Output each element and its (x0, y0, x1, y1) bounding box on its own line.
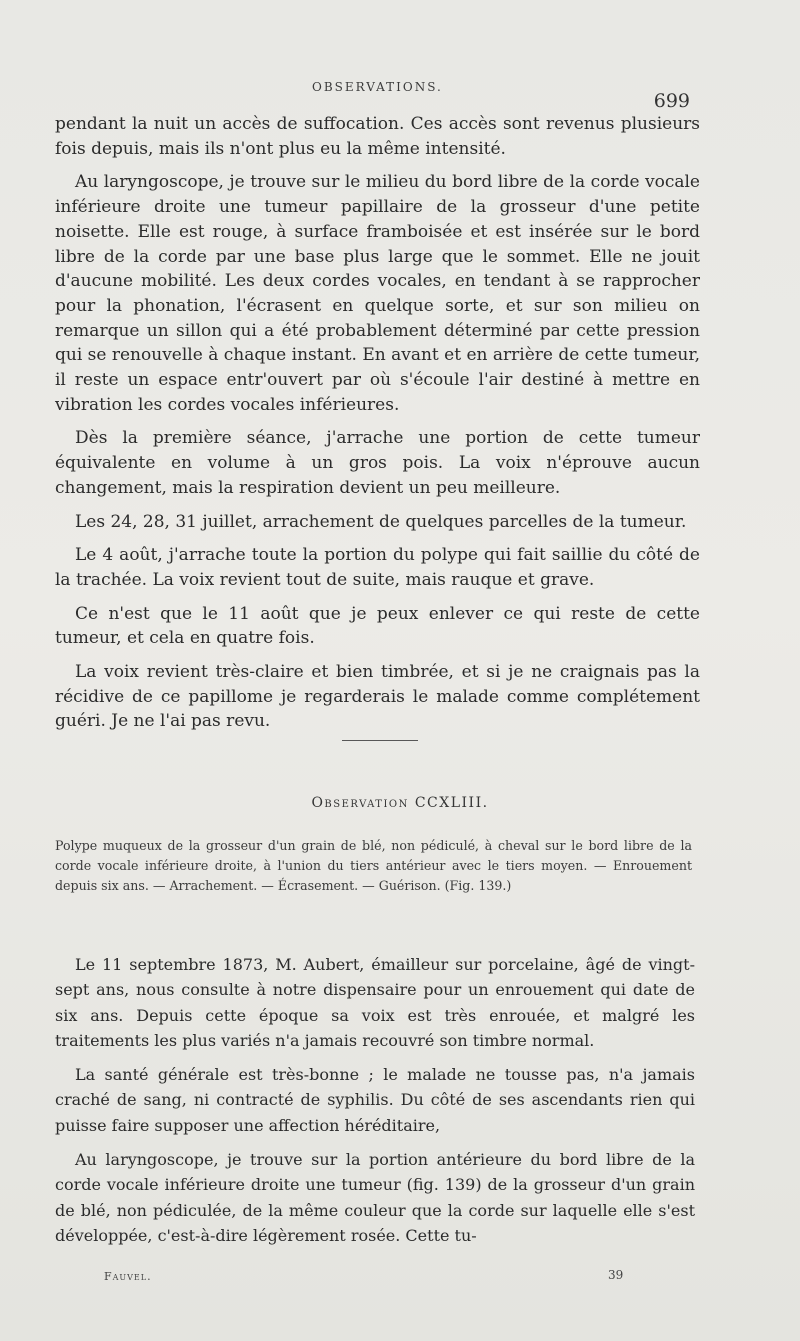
paragraph: La voix revient très-claire et bien timbrée, et si je ne craignais pas la récidive de ce papillome je regarderais le malade comme complétement guéri. Je ne l'ai pas revu. (55, 662, 700, 732)
continued-observation-text (55, 112, 700, 743)
page-footer (0, 1270, 800, 1290)
paragraph: Le 11 septembre 1873, M. Aubert, émailleur sur porcelaine, âgé de vingt-sept ans, nous consulte à notre dispensaire pour un enrouement qui date de six ans. Depuis cette époque sa voix est très enrouée, et malgré les traitements les plus variés n'a jamais recouvré son timbre normal. (55, 955, 695, 1050)
running-head (0, 80, 800, 112)
paragraph: Au laryngoscope, je trouve sur la portion antérieure du bord libre de la corde vocale inférieure droite une tumeur (fig. 139) de la grosseur d'un grain de blé, non pédiculée, de la même couleur que la corde sur laquelle elle s'est développée, c'est-à-dire légèrement rosée. Cette tu- (55, 1150, 695, 1245)
paragraph: pendant la nuit un accès de suffocation. Ces accès sont revenus plusieurs fois depuis, mais ils n'ont plus eu la même intensité. (55, 114, 700, 159)
section-separator-rule (342, 740, 418, 741)
paragraph: Dès la première séance, j'arrache une portion de cette tumeur équivalente en volume à un gros pois. La voix n'éprouve aucun changement, mais la respiration devient un peu meilleure. (55, 428, 700, 498)
author-signature: Fauvel. (104, 1270, 152, 1283)
observation-heading: Observation CCXLIII. (311, 795, 489, 811)
paragraph: Le 4 août, j'arrache toute la portion du polype qui fait saillie du côté de la trachée. La voix revient tout de suite, mais rauque et grave. (55, 545, 700, 590)
signature-number: 39 (608, 1268, 624, 1282)
paragraph: Les 24, 28, 31 juillet, arrachement de quelques parcelles de la tumeur. (75, 511, 687, 532)
paragraph: La santé générale est très-bonne ; le malade ne tousse pas, n'a jamais craché de sang, ni contracté de syphilis. Du côté de ses ascendants rien qui puisse faire supposer une affection héréditaire, (55, 1065, 695, 1135)
running-title: OBSERVATIONS. (312, 80, 443, 94)
observation-summary: Polype muqueux de la grosseur d'un grain de blé, non pédiculé, à cheval sur le bord libre de la corde vocale inférieure droite, à l'union du tiers antérieur avec le tiers moyen. — Enrouement depuis six ans. — Arrachement. — Écrasement. — Guérison. (Fig. 139.) (55, 838, 692, 894)
paragraph: Au laryngoscope, je trouve sur le milieu du bord libre de la corde vocale inférieure droite une tumeur papillaire de la grosseur d'une petite noisette. Elle est rouge, à surface framboisée et est insérée sur le bord libre de la corde par une base plus large que le sommet. Elle ne jouit d'aucune mobilité. Les deux cordes vocales, en tendant à se rapprocher pour la phonation, l'écrasent en quelque sorte, et sur son milieu on remarque un sillon qui a été probablement déterminé par cette pression qui se renouvelle à chaque instant. En avant et en arrière de cette tumeur, il reste un espace entr'ouvert par où s'écoule l'air destiné à mettre en vibration les cordes vocales inférieures. (55, 172, 700, 415)
observation-text (55, 952, 695, 1257)
page-number: 699 (653, 90, 690, 112)
paragraph: Ce n'est que le 11 août que je peux enlever ce qui reste de cette tumeur, et cela en quatre fois. (55, 603, 700, 649)
